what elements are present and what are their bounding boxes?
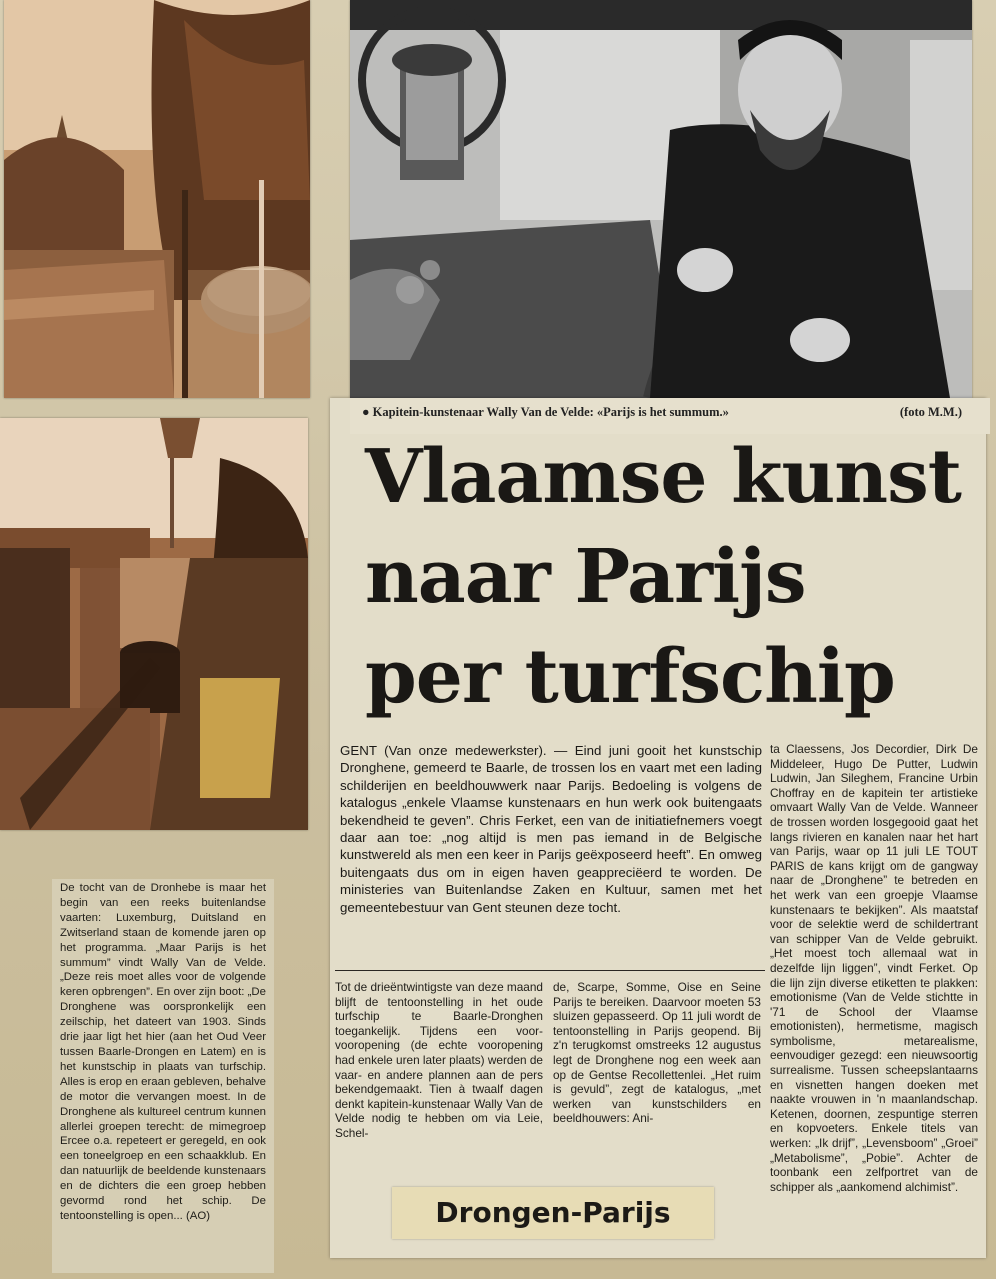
photo-caption: [362, 405, 962, 420]
label-text: Drongen-Parijs: [435, 1196, 671, 1229]
photo-caption-text: ● Kapitein-kunstenaar Wally Van de Velde: «Parijs is het summum.»: [362, 405, 729, 419]
headline-line-1: Vlaamse kunst: [365, 434, 961, 520]
headline-line-2: naar Parijs: [365, 534, 806, 620]
photo-canal-church: [4, 0, 310, 398]
column-right-text: ta Claessens, Jos Decordier, Dirk De Middeleer, Hugo De Putter, Ludwin Ludwin, Jan Sileghem, Francine Urbin Choffray en de kapitein ter artistieke omvaart Wally Van de Velde. Wanneer de trossen worden losgegooid gaat het langs rivieren en kanalen naar het hart van Parijs, waar op 11 juli LE TOUT PARIS de kans krijgt om de gangway naar de „Dronghene” te betreden en het werk van een groepje Vlaamse kunstenaars te bekijken”. Als maatstaf voor de selektie werd de schildertrant van schipper Van de Velde gebruikt. „Het moest toch allemaal wat in dezelfde lijn liggen”, vindt Ferket. Op die lijn zijn diverse etiketten te plakken: emotionisme (Van de Velde stichtte in '71 de School der Vlaamse emotionisten), hermetisme, magisch symbolisme, metarealisme, eenvoudiger gezegd: een nieuwsoortig surrealisme. Tussen scheepslantaarns en visnetten hangen doeken met naakte vrouwen in 'n maanlandschap. Ketenen, doornen, zespuntige sterren en kopvoeters. Enkele titels van werken: „Ik drijf”, „Levensboom” „Groei” „Metabolisme”, „Pobie”. Achter de toonbank een zelfportret van de schipper als „aankomend alchimist”.: [770, 742, 978, 1194]
lead-text: GENT (Van onze medewerkster). — Eind juni gooit het kunstschip Dronghene, gemeerd te Baarle, de trossen los en vaart met een lading schilderijen en beeldhouwwerk naar Parijs. Bedoeling is volgens de katalogus „enkele Vlaamse kunstenaars en hun werk ook buitengaats bekendheid te geven”. Chris Ferket, een van de initiatiefnemers voegt daar aan toe: „nog altijd is men pas iemand in de Belgische kunstwereld als men een keer in Parijs geëxposeerd heeft”. En omweg buitengaats dus om in eigen haven geappreciëerd te worden. De ministeries van Buitenlandse Zaken en Kultuur, samen met het gemeentebestuur van Gent steunen deze tocht.: [340, 743, 762, 915]
column-rule-top: [335, 970, 765, 971]
photo-boat-lock: [0, 418, 308, 830]
article-column-left: [335, 980, 543, 1141]
photo-credit: (foto M.M.): [899, 405, 962, 419]
article-column-right: [770, 742, 978, 1194]
headline-line-3: per turfschip: [365, 634, 895, 720]
side-text: De tocht van de Dronhebe is maar het begin van een reeks buitenlandse vaarten: Luxemburg, Duitsland en Zwitserland staan de komende jaren op het programma. „Maar Parijs is het summum” vindt Wally Van de Velde. „Deze reis moet alles voor de volgende keren opbrengen”. En over zijn boot: „De Dronghene was oorspronkelijk een zeilschip, het dateert van 1903. Sinds drie jaar ligt het hier (aan het Oud Veer tussen Baarle-Drongen en Latem) en is het kunstschip in plaats van turfschip. Alles is erop en eraan gebleven, behalve de motor die vervangen moest. In de Dronghene als kultureel centrum kunnen allerlei groepen terecht: de mimegroep Ercee o.a. repeteert er geregeld, en ook een toneelgroep en een schaakklub. En dan natuurlijk de beeldende kunstenaars en de dichters die een groep hebben gevormd rond het schip. De tentoonstelling is open... (AO): [60, 882, 266, 1222]
column-middle-text: de, Scarpe, Somme, Oise en Seine Parijs te bereiken. Daarvoor moeten 53 sluizen gepasseerd. Op 11 juli wordt de tentoonstelling in Parijs geopend. Bij z'n terugkomst omstreeks 12 augustus legt de Dronghene nog een week aan op de Gentse Recollettenlei. „Het ruim is gevuld”, zegt de katalogus, „met werken van kunstschilders en beeldhouwers: Ani-: [553, 980, 761, 1126]
photo-captain-at-wheel: [350, 0, 972, 398]
drongen-parijs-label: [392, 1187, 714, 1239]
side-clipping: [52, 879, 274, 1273]
side-column: [60, 881, 266, 1224]
lead-paragraph: [340, 742, 762, 916]
column-left-text: Tot de drieëntwintigste van deze maand blijft de tentoonstelling in het oude turfschip te Baarle-Dronghen toegankelijk. Tijdens een voor-vooropening (de echte vooropening had enkele uren later plaats) werden de vaar- en andere plannen aan de pers bekendgemaakt. Tien à twaalf dagen denkt kapitein-kunstenaar Wally Van de Velde nodig te hebben om via Leie, Schel-: [335, 980, 543, 1140]
article-column-middle: [553, 980, 761, 1126]
